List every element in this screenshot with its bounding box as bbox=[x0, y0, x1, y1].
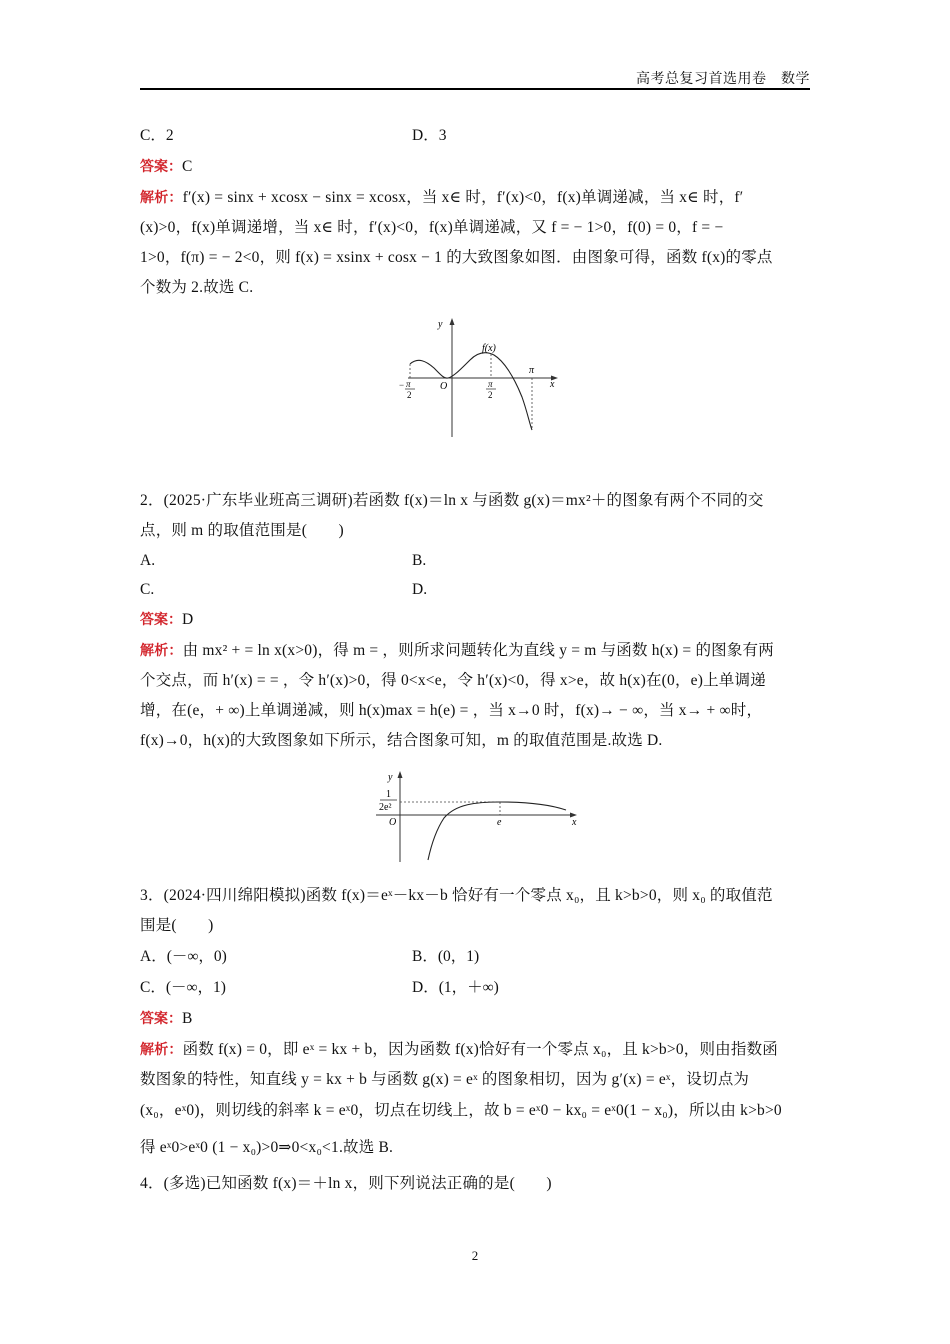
q2-option-c: C. bbox=[140, 581, 155, 598]
q1-function-graph bbox=[390, 315, 570, 440]
q1-options-cd bbox=[140, 125, 812, 147]
y-axis-label: y bbox=[438, 319, 443, 330]
q3-options-cd bbox=[140, 977, 812, 999]
answer-label: 答案： bbox=[140, 159, 182, 175]
q2-options-cd bbox=[140, 579, 812, 601]
frac-den: 2e² bbox=[379, 802, 392, 813]
q3-stem-line-2: 围是( ) bbox=[140, 917, 214, 934]
q1-analysis-line-2: (x)>0，f(x)单调递增，当 x∈ 时，f′(x)<0，f(x)单调递减，又 f = − 1>0，f(0) = 0，f = − bbox=[140, 219, 724, 236]
analysis-label: 解析： bbox=[140, 1042, 183, 1058]
q3-stem-line-1: 3．(2024·四川绵阳模拟)函数 f(x)＝eˣ－kx－b 恰好有一个零点 x₀，且 k>b>0，则 x₀ 的取值范 bbox=[140, 887, 773, 904]
q1-analysis-line-3: 1>0，f(π) = − 2<0，则 f(x) = xsinx + cosx − 1 的大致图象如图．由图象可得，函数 f(x)的零点 bbox=[140, 249, 773, 266]
e-label: e bbox=[497, 817, 502, 828]
q2-options-ab bbox=[140, 550, 812, 572]
q3-analysis-line-2: 数图象的特性，知直线 y = kx + b 与函数 g(x) = eˣ 的图象相切，因为 g′(x) = eˣ，设切点为 bbox=[140, 1071, 750, 1088]
q3-answer bbox=[140, 1008, 812, 1030]
half-pi-den: 2 bbox=[488, 390, 493, 400]
q3-option-a: A．(－∞，0) bbox=[140, 948, 227, 965]
q2-analysis-line-3: 增，在(e，+ ∞)上单调递减，则 h(x)max = h(e) = ，当 x→0 时，f(x)→ − ∞，当 x→ + ∞时， bbox=[140, 702, 763, 719]
q2-analysis-line-4: f(x)→0，h(x)的大致图象如下所示，结合图象可知，m 的取值范围是.故选 D. bbox=[140, 732, 663, 749]
analysis-label: 解析： bbox=[140, 643, 183, 659]
q1-answer bbox=[140, 156, 812, 178]
q2-answer bbox=[140, 609, 812, 631]
answer-label: 答案： bbox=[140, 612, 182, 628]
q2-function-graph bbox=[368, 768, 583, 863]
q3-analysis-line-4: 得 eˣ0>eˣ0 (1 − x₀)>0⇒0<x₀<1.故选 B. bbox=[140, 1139, 394, 1156]
q3-analysis-line-1 bbox=[140, 1039, 812, 1061]
origin-label: O bbox=[440, 381, 448, 392]
analysis-text: 由 mx² + = ln x(x>0)，得 m = ，则所求问题转化为直线 y = m 与函数 h(x) = 的图象有两 bbox=[182, 642, 774, 659]
q3-option-b: B．(0，1) bbox=[412, 948, 480, 965]
q1-option-c: C．2 bbox=[140, 127, 174, 144]
q4-stem-line-1: 4．(多选)已知函数 f(x)＝＋ln x，则下列说法正确的是( ) bbox=[140, 1175, 552, 1192]
analysis-text: 函数 f(x) = 0，即 eˣ = kx + b，因为函数 f(x)恰好有一个零点 x₀，且 k>b>0，则由指数函 bbox=[182, 1041, 778, 1058]
q3-option-d: D．(1，＋∞) bbox=[412, 979, 499, 996]
frac-num: 1 bbox=[386, 789, 391, 800]
x-axis-label: x bbox=[572, 817, 577, 828]
q2-option-b: B. bbox=[412, 552, 427, 569]
neg-sign: − bbox=[399, 380, 405, 390]
curve-label: f(x) bbox=[482, 343, 496, 354]
q2-stem-line-1: 2．(2025·广东毕业班高三调研)若函数 f(x)＝ln x 与函数 g(x)＝mx²＋的图象有两个不同的交 bbox=[140, 492, 764, 509]
answer-value: C bbox=[182, 158, 193, 175]
x-axis-label: x bbox=[550, 379, 555, 390]
q3-analysis-line-3: (x₀，eˣ0)，则切线的斜率 k = eˣ0，切点在切线上，故 b = eˣ0 − kx₀ = eˣ0(1 − x₀)，所以由 k>b>0 bbox=[140, 1102, 782, 1119]
answer-label: 答案： bbox=[140, 1011, 182, 1027]
neg-half-pi-num: π bbox=[406, 379, 411, 389]
neg-half-pi-den: 2 bbox=[407, 390, 412, 400]
q1-analysis-line-1 bbox=[140, 187, 812, 209]
q1-option-d: D．3 bbox=[412, 127, 447, 144]
header-title: 高考总复习首选用卷 数学 bbox=[636, 72, 810, 87]
analysis-label: 解析： bbox=[140, 190, 183, 206]
half-pi-num: π bbox=[488, 379, 493, 389]
q2-option-a: A. bbox=[140, 552, 156, 569]
q3-option-c: C．(－∞，1) bbox=[140, 979, 226, 996]
q2-option-d: D. bbox=[412, 581, 428, 598]
page-number: 2 bbox=[471, 1248, 479, 1263]
q2-analysis-line-1 bbox=[140, 640, 812, 662]
y-axis-label: y bbox=[388, 772, 393, 783]
pi-label: π bbox=[529, 365, 535, 376]
answer-value: D bbox=[182, 611, 194, 628]
origin-label: O bbox=[389, 817, 397, 828]
q1-analysis-line-4: 个数为 2.故选 C. bbox=[140, 279, 254, 296]
q3-options-ab bbox=[140, 946, 812, 968]
q2-analysis-line-2: 个交点，而 h′(x) = = ，令 h′(x)>0，得 0<x<e，令 h′(x)<0，得 x>e，故 h(x)在(0，e)上单调递 bbox=[140, 672, 766, 689]
q2-stem-line-2: 点，则 m 的取值范围是( ) bbox=[140, 522, 344, 539]
page-header bbox=[140, 68, 810, 88]
answer-value: B bbox=[182, 1010, 193, 1027]
header-rule bbox=[140, 88, 810, 90]
analysis-text: f′(x) = sinx + xcosx − sinx = xcosx，当 x∈ 时，f′(x)<0，f(x)单调递减，当 x∈ 时，f′ bbox=[182, 189, 744, 206]
